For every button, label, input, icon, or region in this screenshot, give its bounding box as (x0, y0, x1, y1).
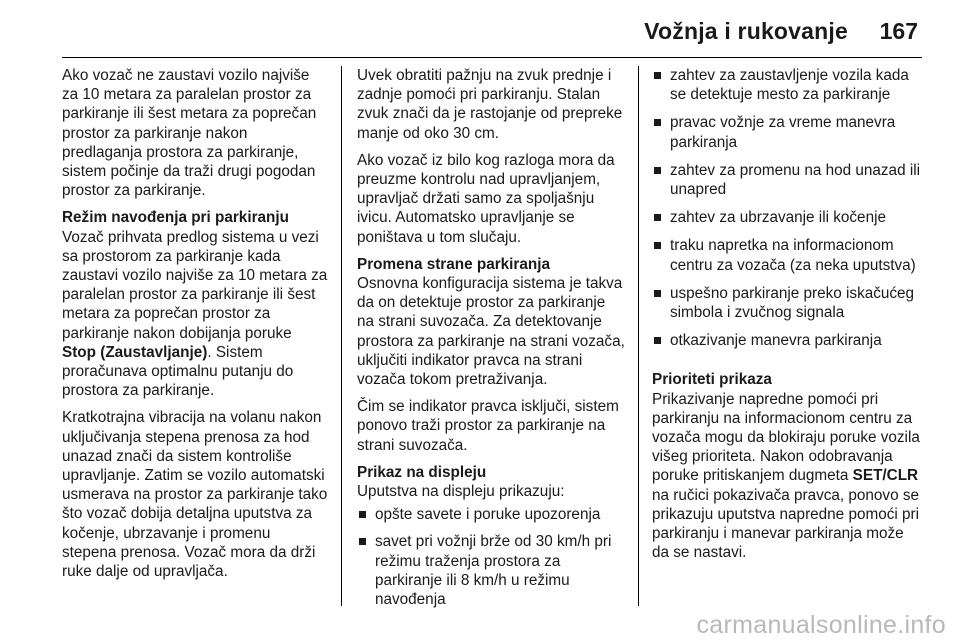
bold-term: SET/CLR (852, 467, 919, 485)
page-header (0, 0, 960, 62)
paragraph: Ako vozač ne zaustavi vozilo najviše za 10 metara za paralelan prostor za parkiranje ili šest metara za poprečan prostor za parkiranje nakon predlaganja prostora za parkiranje, sistem počinje da traži drugi pogodan prostor za parkiranje. (62, 67, 317, 200)
paragraph (62, 208, 328, 400)
bullet-square-icon (654, 337, 661, 344)
bullet-square-icon (654, 167, 661, 174)
bullet-square-icon (359, 511, 366, 518)
paragraph-text: . Sistem proračunava optimalnu putanju do prostora za parkiranje. (62, 343, 294, 400)
list-item: zahtev za promenu na hod unazad ili unapred (652, 161, 924, 199)
bullet-list (652, 66, 924, 350)
section-heading: Prikaz na displeju (357, 463, 487, 481)
paragraph-text: na ručici pokazivača pravca, ponovo se prikazuju uputstva napredne pomoći pri parkiranju i manevar parkiranja može da se nastavi. (652, 486, 920, 562)
bullet-square-icon (654, 72, 661, 79)
section-heading: Promena strane parkiranja (357, 255, 550, 273)
list-item: zahtev za ubrzavanje ili kočenje (652, 208, 924, 227)
bullet-square-icon (359, 538, 366, 545)
bullet-square-icon (654, 242, 661, 249)
paragraph-text: Vozač prihvata predlog sistema u vezi sa prostorom za parkiranje kada zaustavi vozilo najviše za 10 metara za paralelan prostor za parkiranje ili šest metara za poprečan prostor za parkiranje nakon dobijanja poruke (62, 228, 328, 342)
list-item: opšte savete i poruke upozorenja (357, 505, 625, 524)
section-heading: Prioriteti prikaza (652, 371, 772, 389)
column-1 (62, 66, 328, 589)
bold-term: Stop (Zaustavljanje) (62, 343, 208, 361)
list-item: uspešno parkiranje preko iskačućeg simbola i zvučnog signala (652, 284, 924, 322)
paragraph-text: Prikazivanje napredne pomoći pri parkiranju na informacionom centru za vozača mogu da blokiraju poruke vozila višeg prioriteta. Nakon odobravanja poruke pritiskanjem dugmeta (652, 390, 920, 485)
paragraph (357, 255, 625, 389)
bullet-square-icon (654, 214, 661, 221)
header-divider (62, 57, 922, 58)
list-item: zahtev za zaustavljenje vozila kada se detektuje mesto za parkiranje (652, 66, 924, 104)
bullet-square-icon (654, 290, 661, 297)
paragraph: Čim se indikator pravca isključi, sistem ponovo traži prostor za parkiranje na strani suvozača. (357, 398, 619, 454)
paragraph: Kratkotrajna vibracija na volanu nakon uključivanja stepena prenosa za hod unazad znači da sistem kontroliše upravljanje. Zatim se vozilo automatski usmerava na prostor za parkiranje tako što vozač dobija detaljna uputstva za kočenje, ubrzavanje i promenu stepena prenosa. Vozač mora da drži ruke dalje od upravljača. (62, 409, 328, 581)
page-title: Vožnja i rukovanje (644, 18, 848, 44)
column-divider-2 (638, 66, 639, 606)
bullet-list (357, 505, 625, 609)
column-divider-1 (341, 66, 342, 606)
page-number: 167 (879, 18, 918, 44)
section-heading: Režim navođenja pri parkiranju (62, 209, 289, 227)
list-item: pravac vožnje za vreme manevra parkiranja (652, 113, 924, 151)
paragraph-text: Uputstva na displeju prikazuju: (357, 483, 565, 501)
spacer (652, 359, 924, 370)
list-item: savet pri vožnji brže od 30 km/h pri režimu traženja prostora za parkiranje ili 8 km/h u režimu navođenja (357, 532, 625, 609)
list-item: otkazivanje manevra parkiranja (652, 331, 924, 350)
column-3 (652, 66, 924, 570)
column-2 (357, 66, 625, 617)
watermark: carmanualsonline.info (696, 611, 946, 639)
list-item: traku napretka na informacionom centru za vozača (za neka uputstva) (652, 236, 924, 274)
paragraph: Ako vozač iz bilo kog razloga mora da preuzme kontrolu nad upravljanjem, upravljač držati samo za spoljašnju ivicu. Automatsko upravljanje se poništava u tom slučaju. (357, 151, 615, 246)
paragraph: Uvek obratiti pažnju na zvuk prednje i zadnje pomoći pri parkiranju. Stalan zvuk znači da je rastojanje od prepreke manje od oko 30 cm. (357, 67, 623, 142)
paragraph (357, 463, 625, 501)
bullet-square-icon (654, 119, 661, 126)
paragraph (652, 370, 924, 562)
paragraph-text: Osnovna konfiguracija sistema je takva da on detektuje prostor za parkiranje na strani suvozača. Za detektovanje prostora za parkiranje na strani vozača, uključiti indikator pravca na strani vozača tokom pretraživanja. (357, 275, 625, 389)
